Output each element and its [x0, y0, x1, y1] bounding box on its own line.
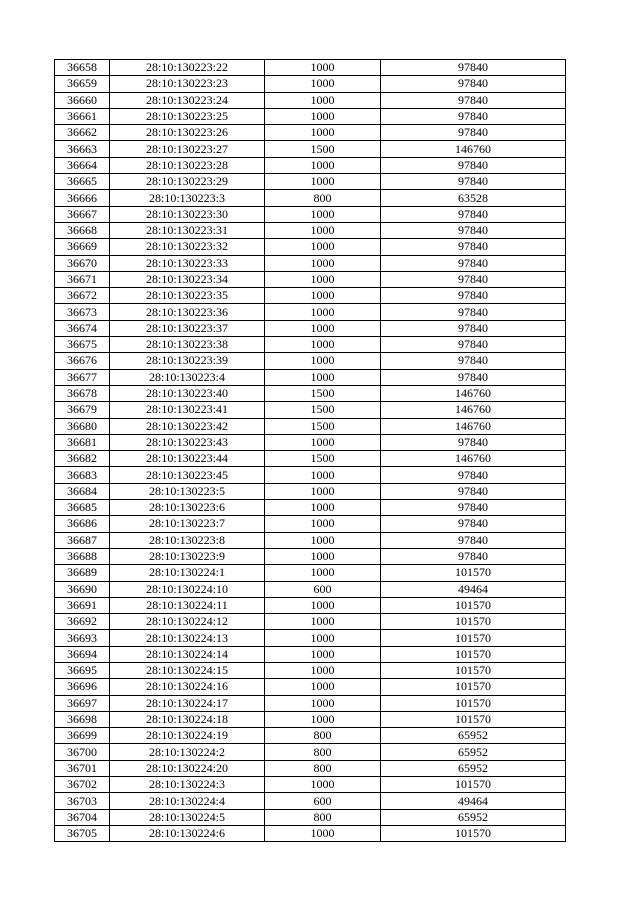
row-number-cell: 36659 — [55, 76, 110, 92]
area-cell: 1000 — [265, 500, 381, 516]
table-row — [55, 206, 566, 222]
cadastral-number-cell: 28:10:130223:22 — [110, 60, 265, 76]
table-row — [55, 565, 566, 581]
row-number-cell: 36663 — [55, 141, 110, 157]
value-cell: 65952 — [381, 744, 566, 760]
area-cell: 800 — [265, 760, 381, 776]
row-number-cell: 36668 — [55, 222, 110, 238]
value-cell: 65952 — [381, 809, 566, 825]
row-number-cell: 36670 — [55, 255, 110, 271]
value-cell: 146760 — [381, 451, 566, 467]
value-cell: 97840 — [381, 60, 566, 76]
area-cell: 1500 — [265, 418, 381, 434]
area-cell: 1000 — [265, 679, 381, 695]
area-cell: 1000 — [265, 108, 381, 124]
row-number-cell: 36673 — [55, 304, 110, 320]
cadastral-number-cell: 28:10:130223:25 — [110, 108, 265, 124]
row-number-cell: 36699 — [55, 728, 110, 744]
value-cell: 97840 — [381, 353, 566, 369]
value-cell: 101570 — [381, 695, 566, 711]
value-cell: 97840 — [381, 467, 566, 483]
table-body — [55, 60, 566, 842]
cadastral-number-cell: 28:10:130223:37 — [110, 320, 265, 336]
row-number-cell: 36660 — [55, 92, 110, 108]
cadastral-number-cell: 28:10:130223:23 — [110, 76, 265, 92]
area-cell: 1500 — [265, 402, 381, 418]
value-cell: 101570 — [381, 646, 566, 662]
table-row — [55, 239, 566, 255]
value-cell: 101570 — [381, 711, 566, 727]
cadastral-number-cell: 28:10:130223:26 — [110, 125, 265, 141]
row-number-cell: 36661 — [55, 108, 110, 124]
area-cell: 1000 — [265, 825, 381, 841]
area-cell: 1000 — [265, 532, 381, 548]
row-number-cell: 36671 — [55, 271, 110, 287]
area-cell: 1000 — [265, 337, 381, 353]
table-row — [55, 141, 566, 157]
cadastral-number-cell: 28:10:130223:6 — [110, 500, 265, 516]
row-number-cell: 36680 — [55, 418, 110, 434]
area-cell: 800 — [265, 728, 381, 744]
cadastral-number-cell: 28:10:130223:5 — [110, 483, 265, 499]
cadastral-number-cell: 28:10:130223:29 — [110, 174, 265, 190]
cadastral-number-cell: 28:10:130223:34 — [110, 271, 265, 287]
value-cell: 146760 — [381, 418, 566, 434]
value-cell: 101570 — [381, 565, 566, 581]
table-row — [55, 76, 566, 92]
area-cell: 1000 — [265, 353, 381, 369]
row-number-cell: 36701 — [55, 760, 110, 776]
area-cell: 600 — [265, 581, 381, 597]
area-cell: 1000 — [265, 222, 381, 238]
value-cell: 97840 — [381, 271, 566, 287]
area-cell: 1000 — [265, 76, 381, 92]
row-number-cell: 36681 — [55, 434, 110, 450]
cadastral-number-cell: 28:10:130223:33 — [110, 255, 265, 271]
area-cell: 1000 — [265, 369, 381, 385]
table-row — [55, 711, 566, 727]
row-number-cell: 36700 — [55, 744, 110, 760]
area-cell: 800 — [265, 809, 381, 825]
row-number-cell: 36697 — [55, 695, 110, 711]
value-cell: 101570 — [381, 825, 566, 841]
table-row — [55, 92, 566, 108]
table-row — [55, 793, 566, 809]
table-row — [55, 777, 566, 793]
cadastral-number-cell: 28:10:130224:14 — [110, 646, 265, 662]
cadastral-number-cell: 28:10:130224:15 — [110, 662, 265, 678]
data-table — [54, 59, 566, 842]
area-cell: 600 — [265, 793, 381, 809]
value-cell: 101570 — [381, 614, 566, 630]
row-number-cell: 36684 — [55, 483, 110, 499]
value-cell: 97840 — [381, 369, 566, 385]
cadastral-number-cell: 28:10:130223:28 — [110, 157, 265, 173]
value-cell: 97840 — [381, 255, 566, 271]
value-cell: 97840 — [381, 500, 566, 516]
row-number-cell: 36665 — [55, 174, 110, 190]
cadastral-number-cell: 28:10:130223:39 — [110, 353, 265, 369]
table-row — [55, 434, 566, 450]
table-row — [55, 108, 566, 124]
value-cell: 146760 — [381, 141, 566, 157]
area-cell: 1000 — [265, 467, 381, 483]
table-row — [55, 271, 566, 287]
cadastral-number-cell: 28:10:130223:3 — [110, 190, 265, 206]
cadastral-number-cell: 28:10:130224:6 — [110, 825, 265, 841]
cadastral-number-cell: 28:10:130224:13 — [110, 630, 265, 646]
row-number-cell: 36682 — [55, 451, 110, 467]
area-cell: 1000 — [265, 125, 381, 141]
table-row — [55, 304, 566, 320]
value-cell: 97840 — [381, 532, 566, 548]
row-number-cell: 36667 — [55, 206, 110, 222]
value-cell: 63528 — [381, 190, 566, 206]
row-number-cell: 36691 — [55, 597, 110, 613]
value-cell: 146760 — [381, 402, 566, 418]
cadastral-number-cell: 28:10:130223:7 — [110, 516, 265, 532]
table-row — [55, 597, 566, 613]
value-cell: 101570 — [381, 679, 566, 695]
table-row — [55, 190, 566, 206]
row-number-cell: 36685 — [55, 500, 110, 516]
cadastral-number-cell: 28:10:130223:45 — [110, 467, 265, 483]
table-row — [55, 369, 566, 385]
cadastral-number-cell: 28:10:130223:27 — [110, 141, 265, 157]
value-cell: 97840 — [381, 320, 566, 336]
cadastral-number-cell: 28:10:130224:17 — [110, 695, 265, 711]
area-cell: 1000 — [265, 304, 381, 320]
area-cell: 1000 — [265, 597, 381, 613]
row-number-cell: 36689 — [55, 565, 110, 581]
area-cell: 800 — [265, 190, 381, 206]
table-row — [55, 402, 566, 418]
value-cell: 97840 — [381, 304, 566, 320]
cadastral-number-cell: 28:10:130223:24 — [110, 92, 265, 108]
value-cell: 101570 — [381, 777, 566, 793]
row-number-cell: 36672 — [55, 288, 110, 304]
cadastral-number-cell: 28:10:130223:30 — [110, 206, 265, 222]
area-cell: 1000 — [265, 288, 381, 304]
value-cell: 97840 — [381, 288, 566, 304]
cadastral-number-cell: 28:10:130224:11 — [110, 597, 265, 613]
row-number-cell: 36698 — [55, 711, 110, 727]
cadastral-number-cell: 28:10:130224:16 — [110, 679, 265, 695]
row-number-cell: 36692 — [55, 614, 110, 630]
value-cell: 97840 — [381, 516, 566, 532]
row-number-cell: 36702 — [55, 777, 110, 793]
table-row — [55, 825, 566, 841]
table-row — [55, 532, 566, 548]
table-row — [55, 483, 566, 499]
area-cell: 1000 — [265, 206, 381, 222]
row-number-cell: 36696 — [55, 679, 110, 695]
row-number-cell: 36669 — [55, 239, 110, 255]
value-cell: 97840 — [381, 483, 566, 499]
cadastral-number-cell: 28:10:130224:12 — [110, 614, 265, 630]
value-cell: 65952 — [381, 728, 566, 744]
area-cell: 1000 — [265, 614, 381, 630]
area-cell: 1000 — [265, 630, 381, 646]
cadastral-number-cell: 28:10:130224:10 — [110, 581, 265, 597]
row-number-cell: 36683 — [55, 467, 110, 483]
row-number-cell: 36677 — [55, 369, 110, 385]
table-row — [55, 467, 566, 483]
table-row — [55, 646, 566, 662]
area-cell: 1000 — [265, 662, 381, 678]
row-number-cell: 36664 — [55, 157, 110, 173]
table-row — [55, 288, 566, 304]
row-number-cell: 36678 — [55, 385, 110, 401]
cadastral-number-cell: 28:10:130223:42 — [110, 418, 265, 434]
cadastral-number-cell: 28:10:130223:36 — [110, 304, 265, 320]
cadastral-number-cell: 28:10:130224:20 — [110, 760, 265, 776]
area-cell: 1000 — [265, 157, 381, 173]
cadastral-number-cell: 28:10:130223:4 — [110, 369, 265, 385]
row-number-cell: 36676 — [55, 353, 110, 369]
row-number-cell: 36686 — [55, 516, 110, 532]
value-cell: 146760 — [381, 385, 566, 401]
cadastral-number-cell: 28:10:130223:44 — [110, 451, 265, 467]
table-row — [55, 174, 566, 190]
row-number-cell: 36703 — [55, 793, 110, 809]
area-cell: 1000 — [265, 174, 381, 190]
cadastral-number-cell: 28:10:130224:3 — [110, 777, 265, 793]
area-cell: 1000 — [265, 60, 381, 76]
cadastral-number-cell: 28:10:130223:35 — [110, 288, 265, 304]
table-row — [55, 679, 566, 695]
table-row — [55, 320, 566, 336]
value-cell: 49464 — [381, 793, 566, 809]
cadastral-number-cell: 28:10:130224:2 — [110, 744, 265, 760]
value-cell: 101570 — [381, 597, 566, 613]
table-row — [55, 451, 566, 467]
cadastral-number-cell: 28:10:130224:18 — [110, 711, 265, 727]
value-cell: 97840 — [381, 337, 566, 353]
row-number-cell: 36688 — [55, 548, 110, 564]
cadastral-number-cell: 28:10:130223:43 — [110, 434, 265, 450]
table-row — [55, 337, 566, 353]
area-cell: 1000 — [265, 255, 381, 271]
cadastral-number-cell: 28:10:130223:9 — [110, 548, 265, 564]
value-cell: 97840 — [381, 125, 566, 141]
area-cell: 800 — [265, 744, 381, 760]
value-cell: 101570 — [381, 630, 566, 646]
area-cell: 1500 — [265, 385, 381, 401]
area-cell: 1000 — [265, 516, 381, 532]
row-number-cell: 36693 — [55, 630, 110, 646]
table-row — [55, 255, 566, 271]
cadastral-number-cell: 28:10:130223:31 — [110, 222, 265, 238]
value-cell: 97840 — [381, 174, 566, 190]
area-cell: 1000 — [265, 320, 381, 336]
area-cell: 1000 — [265, 271, 381, 287]
table-row — [55, 581, 566, 597]
table-row — [55, 385, 566, 401]
area-cell: 1000 — [265, 92, 381, 108]
table-row — [55, 614, 566, 630]
table-row — [55, 744, 566, 760]
cadastral-number-cell: 28:10:130223:41 — [110, 402, 265, 418]
cadastral-number-cell: 28:10:130223:32 — [110, 239, 265, 255]
table-row — [55, 353, 566, 369]
table-row — [55, 728, 566, 744]
cadastral-number-cell: 28:10:130224:1 — [110, 565, 265, 581]
cadastral-number-cell: 28:10:130224:19 — [110, 728, 265, 744]
cadastral-number-cell: 28:10:130224:5 — [110, 809, 265, 825]
row-number-cell: 36658 — [55, 60, 110, 76]
value-cell: 97840 — [381, 76, 566, 92]
area-cell: 1000 — [265, 646, 381, 662]
row-number-cell: 36695 — [55, 662, 110, 678]
row-number-cell: 36662 — [55, 125, 110, 141]
value-cell: 97840 — [381, 434, 566, 450]
table-row — [55, 125, 566, 141]
cadastral-number-cell: 28:10:130224:4 — [110, 793, 265, 809]
area-cell: 1000 — [265, 434, 381, 450]
cadastral-number-cell: 28:10:130223:38 — [110, 337, 265, 353]
value-cell: 97840 — [381, 206, 566, 222]
row-number-cell: 36705 — [55, 825, 110, 841]
table-row — [55, 548, 566, 564]
row-number-cell: 36694 — [55, 646, 110, 662]
area-cell: 1000 — [265, 483, 381, 499]
table-row — [55, 500, 566, 516]
area-cell: 1500 — [265, 141, 381, 157]
value-cell: 97840 — [381, 239, 566, 255]
cadastral-number-cell: 28:10:130223:8 — [110, 532, 265, 548]
area-cell: 1000 — [265, 695, 381, 711]
table-row — [55, 60, 566, 76]
area-cell: 1000 — [265, 777, 381, 793]
value-cell: 97840 — [381, 108, 566, 124]
area-cell: 1500 — [265, 451, 381, 467]
area-cell: 1000 — [265, 711, 381, 727]
table-row — [55, 809, 566, 825]
table-row — [55, 516, 566, 532]
value-cell: 97840 — [381, 222, 566, 238]
row-number-cell: 36690 — [55, 581, 110, 597]
value-cell: 49464 — [381, 581, 566, 597]
value-cell: 97840 — [381, 548, 566, 564]
row-number-cell: 36666 — [55, 190, 110, 206]
area-cell: 1000 — [265, 239, 381, 255]
table-row — [55, 157, 566, 173]
table-row — [55, 662, 566, 678]
table-row — [55, 760, 566, 776]
value-cell: 97840 — [381, 157, 566, 173]
row-number-cell: 36675 — [55, 337, 110, 353]
cadastral-number-cell: 28:10:130223:40 — [110, 385, 265, 401]
table-row — [55, 630, 566, 646]
area-cell: 1000 — [265, 565, 381, 581]
value-cell: 65952 — [381, 760, 566, 776]
value-cell: 97840 — [381, 92, 566, 108]
table-row — [55, 695, 566, 711]
table-row — [55, 222, 566, 238]
row-number-cell: 36687 — [55, 532, 110, 548]
area-cell: 1000 — [265, 548, 381, 564]
table-row — [55, 418, 566, 434]
value-cell: 101570 — [381, 662, 566, 678]
row-number-cell: 36704 — [55, 809, 110, 825]
row-number-cell: 36679 — [55, 402, 110, 418]
row-number-cell: 36674 — [55, 320, 110, 336]
